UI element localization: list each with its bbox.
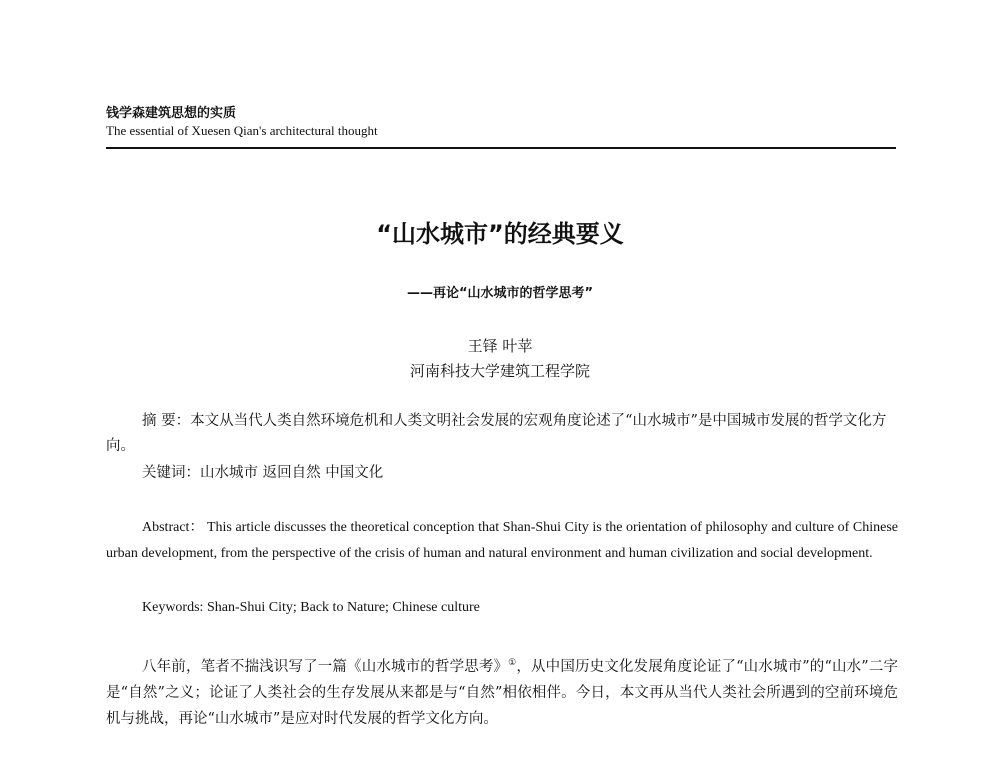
abstract-cn-label: 摘 要： — [142, 413, 191, 429]
header-divider — [106, 147, 896, 149]
abstract-cn — [106, 409, 898, 459]
keywords-cn — [106, 461, 898, 486]
keywords-en-text: Shan-Shui City; Back to Nature; Chinese culture — [206, 600, 480, 615]
abstract-en-text: This article discusses the theoretical conception that Shan-Shui City is the orientation of philosophy and culture of Chinese urban development, from the perspective of the crisis of human and natural environment and human civilization and social development. — [106, 520, 898, 561]
keywords-en-label: Keywords: — [142, 600, 204, 615]
keywords-cn-text: 山水城市 返回自然 中国文化 — [200, 465, 384, 481]
running-header — [106, 106, 896, 139]
header-title-en: The essential of Xuesen Qian's architectural thought — [106, 123, 378, 138]
abstract-en — [106, 515, 898, 567]
article-authors: 王铎 叶苹 — [467, 337, 533, 355]
article-title: “山水城市”的经典要义 — [376, 220, 624, 248]
body-p1-before: 八年前，笔者不揣浅识写了一篇《山水城市的哲学思考》 — [142, 658, 509, 675]
article-subtitle: ——再论“山水城市的哲学思考” — [406, 286, 594, 301]
body-p1-after: ，从中国历史文化发展角度论证了“山水城市”的“山水”二字是“自然”之义；论证了人类社会的生存发展从来都是与“自然”相依相伴。今日，本文再从当代人类社会所遇到的空前环境危机与挑战，再论“山水城市”是应对时代发展的哲学文化方向。 — [106, 658, 898, 727]
header-title-cn: 钱学森建筑思想的实质 — [106, 106, 237, 121]
article-affiliation: 河南科技大学建筑工程学院 — [409, 362, 590, 380]
footnote-marker[interactable]: ① — [508, 658, 517, 668]
keywords-cn-label: 关键词： — [142, 465, 200, 481]
body-paragraph-1 — [106, 650, 898, 732]
keywords-en — [106, 595, 898, 621]
abstract-cn-text: 本文从当代人类自然环境危机和人类文明社会发展的宏观角度论述了“山水城市”是中国城市发展的哲学文化方向。 — [106, 413, 887, 454]
abstract-en-label: Abstract： — [142, 520, 204, 535]
